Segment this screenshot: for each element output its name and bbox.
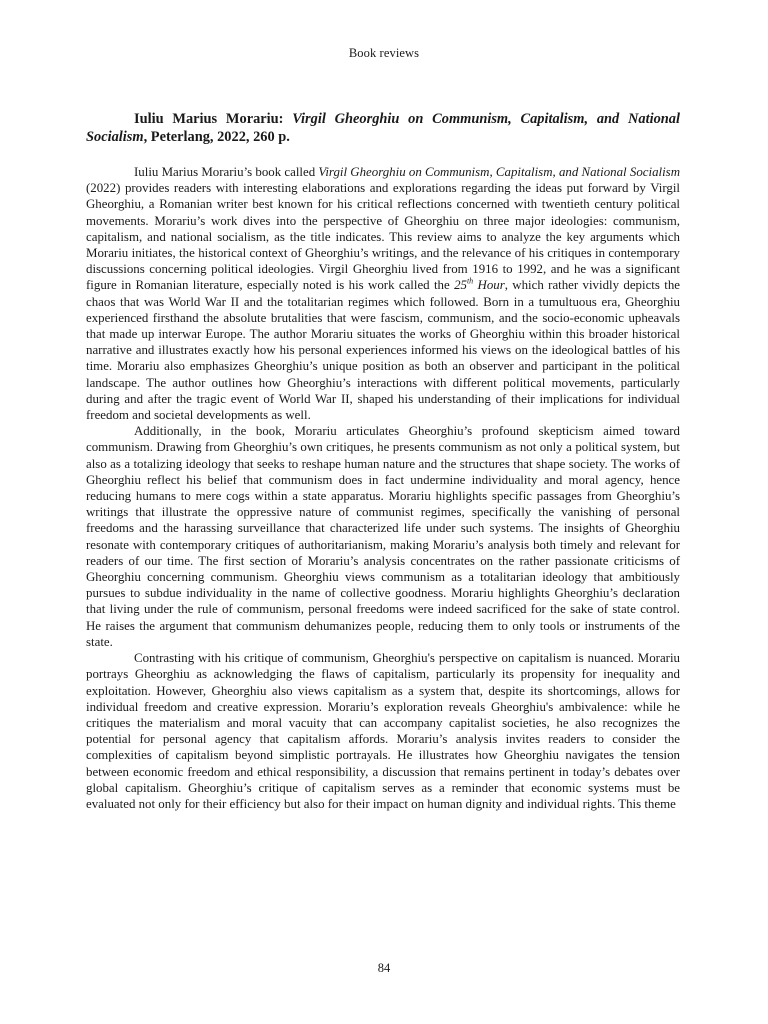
work-title-rest: Hour xyxy=(473,278,505,293)
review-body xyxy=(86,164,680,812)
paragraph-text: (2022) provides readers with interesting elaborations and explorations regarding the ideas put forward by Virgil Gheorghiu, a Romanian writer best known for his critical reflections concerned with twentieth century political movements. Morariu’s work dives into the perspective of Gheorghiu on three major ideologies: communism, capitalism, and national socialism, as the title indicates. This review aims to analyze the key arguments which Morariu initiates, the historical context of Gheorghiu’s writings, and the relevance of his critiques in contemporary discussions concerning political ideologies. Virgil Gheorghiu lived from 1916 to 1992, and he was a significant figure in Romanian literature, especially noted is his work called the xyxy=(86,181,680,293)
page-number: 84 xyxy=(377,961,391,975)
ordinal-suffix: th xyxy=(466,277,474,287)
paragraph-1 xyxy=(86,164,680,423)
publication-details: , Peterlang, 2022, 260 p. xyxy=(143,129,290,145)
work-title-number: 25 xyxy=(454,278,467,293)
review-title xyxy=(86,110,680,146)
page-content xyxy=(86,110,680,812)
italic-book-title: Virgil Gheorghiu on Communism, Capitalism, and National Socialism xyxy=(318,165,680,179)
review-author: Iuliu Marius Morariu: xyxy=(134,111,293,127)
paragraph-2: Additionally, in the book, Morariu articulates Gheorghiu’s profound skepticism aimed toward communism. Drawing from Gheorghiu’s own critiques, he presents communism as not only a political system, but also as a totalizing ideology that seeks to reshape human nature and the structures that shape society. The works of Gheorghiu reflect his belief that communism does in fact undermine individuality and moral agency, hence reducing humans to mere cogs within a state apparatus. Morariu highlights specific passages from Gheorghiu’s writings that illustrate the oppressive nature of communist regimes, specifically the vanishing of personal freedoms and the harassing surveillance that characterized life under such systems. The insights of Gheorghiu resonate with contemporary critiques of authoritarianism, making Morariu’s analysis both timely and relevant for readers of our time. The first section of Morariu’s analysis concentrates on the rather passionate criticisms of Gheorghiu concerning communism. Gheorghiu views communism as a totalitarian ideology that ambitiously pursues to subdue individuality in the name of collective goodness. Morariu highlights Gheorghiu’s declaration that living under the rule of communism, personal freedoms were indeed sacrificed for the sake of state control. He raises the argument that communism dehumanizes people, reducing them to only tools or instruments of the state. xyxy=(86,424,680,649)
reviewed-book-title: Virgil Gheorghiu on Communism, Capitalism, and National Socialism xyxy=(86,111,680,145)
paragraph-3: Contrasting with his critique of communism, Gheorghiu's perspective on capitalism is nuanced. Morariu portrays Gheorghiu as acknowledging the flaws of capitalism, particularly its propensity for inequality and exploitation. However, Gheorghiu also views capitalism as a system that, despite its shortcomings, allows for individual freedom and creative expression. Morariu’s exploration reveals Gheorghiu's ambivalence: while he critiques the materialism and moral vacuity that can accompany capitalist societies, he also recognizes the potential for personal agency that capitalism affords. Morariu’s analysis invites readers to consider the complexities of capitalism beyond simplistic portrayals. He illustrates how Gheorghiu navigates the tension between economic freedom and ethical responsibility, a discussion that remains pertinent in today’s debates over global capitalism. Gheorghiu’s critique of capitalism serves as a reminder that economic systems must be evaluated not only for their efficiency but also for their impact on human dignity and individual rights. This theme xyxy=(86,651,680,811)
italic-work-title xyxy=(454,278,505,292)
running-header: Book reviews xyxy=(348,46,420,60)
paragraph-text: Iuliu Marius Morariu’s book called xyxy=(134,165,319,179)
paragraph-text: , which rather vividly depicts the chaos that was World War II and the totalitarian regimes which followed. Born in a tumultuous era, Gheorghiu experienced firsthand the absolute brutalities that were fascism, communism, and the socio-economic upheavals that made up interwar Europe. The author Morariu situates the works of Gheorghiu within this broader historical narrative and illustrates exactly how his personal experiences informed his views on the ideological battles of his time. Morariu also emphasizes Gheorghiu’s unique position as both an observer and participant in the political landscape. The author outlines how Gheorghiu’s interactions with different political movements, particularly during and after the tragic event of World War II, shaped his understanding of their implications for individual freedom and societal developments as well. xyxy=(86,278,680,423)
